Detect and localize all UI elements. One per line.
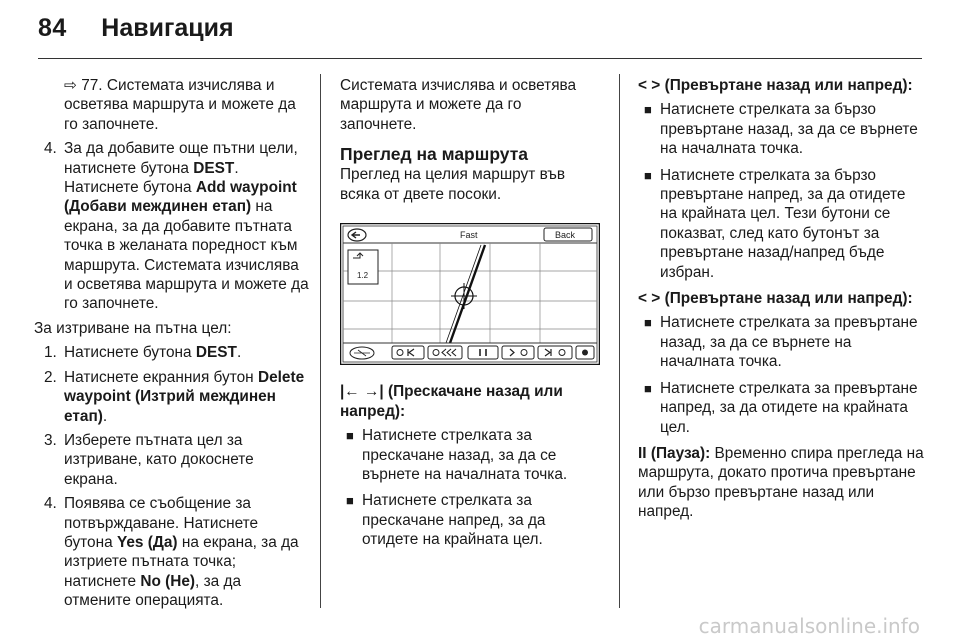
page-number: 84 [38, 14, 67, 42]
pause-icon: II [638, 444, 647, 462]
fast-scroll-heading: < > (Превъртане назад или напред): [638, 77, 913, 94]
list-item: ■ Натиснете стрелката за бързо превъртане напред, за да отидете на крайната цел. Тези бутони се показват, след като бутонът за превъртане назад/напред бъде избран. [644, 166, 906, 281]
skip-heading: |← →| (Прескачане назад или напред): [340, 383, 563, 420]
forward-icon: > [651, 290, 661, 308]
add-waypoint-button-ref: Add waypoint (Добави междинен етап) [64, 179, 297, 216]
list-item: ■ Натиснете стрелката за превъртане назад, за да се върнете на началната точка. [644, 314, 918, 371]
skip-back-button[interactable] [392, 346, 424, 359]
list-item: ■ Натиснете стрелката за бързо превъртане назад, за да се върнете на началната точка. [644, 101, 918, 158]
column-left [34, 76, 310, 616]
yes-button-ref: Yes (Да) [116, 533, 178, 551]
scroll-heading: < > (Превъртане назад или напред): [638, 290, 913, 308]
dest-button-ref: DEST [193, 159, 235, 177]
fast-forward-icon: > [651, 77, 661, 94]
column-middle [340, 76, 602, 557]
header-rule [38, 58, 922, 59]
step-add-waypoint: 4. За да добавите още пътни цели, натиснете бутона DEST. Натиснете бутона Add waypoint (Добави междинен етап) на екрана, за да добавите пътната точка в желаната поредност към маршрута. Системата изчислява и осветява маршрута и можете да го започнете. [44, 140, 309, 313]
section-heading: Преглед на маршрута [340, 144, 529, 165]
delete-step-3: 3. Изберете пътната цел за изтриване, като докоснете екрана. [44, 431, 254, 488]
column-divider-2 [619, 74, 620, 608]
delete-step-2: 2. Натиснете екранния бутон Delete waypoint (Изтрий междинен етап). [44, 368, 305, 425]
page-header [38, 14, 234, 43]
page-ref-icon: ⇨ [64, 77, 77, 94]
page-title: Навигация [101, 14, 234, 42]
list-item: ■ Натиснете стрелката за прескачане назад, за да се върнете на началната точка. [346, 427, 568, 484]
bullet-icon: ■ [644, 102, 652, 118]
svg-text:Back: Back [555, 230, 576, 241]
fast-forward-button[interactable] [502, 346, 534, 359]
list-item: ■ Натиснете стрелката за превъртане напред, за да отидете на крайната цел. [644, 379, 918, 436]
skip-forward-icon: →| [363, 383, 384, 401]
delete-step-1: 1. Натиснете бутона DEST. [44, 344, 242, 362]
fast-rewind-icon: < [638, 77, 647, 94]
back-button[interactable] [544, 228, 592, 241]
destination-button[interactable] [576, 346, 594, 359]
pause-button[interactable] [468, 346, 498, 359]
rewind-icon: < [638, 290, 647, 308]
column-divider-1 [320, 74, 321, 608]
skip-back-icon: |← [340, 383, 360, 401]
no-button-ref: No (Не) [140, 572, 196, 590]
bullet-icon: ■ [644, 167, 652, 183]
bullet-icon: ■ [346, 428, 354, 444]
list-item: ■ Натиснете стрелката за прескачане напред, за да отидете на крайната цел. [346, 492, 546, 549]
lead-paragraph: ⇨ 77. Системата изчислява и осветява маршрута и можете да го започнете. [64, 77, 296, 133]
delete-waypoint-button-ref: Delete waypoint (Изтрий междинен етап) [64, 368, 305, 425]
skip-forward-button[interactable] [538, 346, 572, 359]
route-preview-screen [340, 223, 600, 365]
section-subheading: Преглед на целия маршрут във всяка от двете посоки. [340, 166, 566, 203]
bullet-icon: ■ [644, 315, 652, 331]
delete-step-4: 4. Появява се съобщение за потвърждаване. Натиснете бутона Yes (Да) на екрана, за да изтриете пътната точка; натиснете No (Не), за да отмените операцията. [44, 495, 299, 610]
bullet-icon: ■ [644, 380, 652, 396]
menu-button[interactable] [348, 229, 366, 241]
svg-text:1.2: 1.2 [357, 271, 369, 281]
watermark: carmanualsonline.info [698, 614, 920, 638]
bullet-icon: ■ [346, 493, 354, 509]
svg-text:Fast: Fast [460, 230, 478, 241]
column-right [638, 76, 924, 527]
dest-button-ref: DEST [195, 344, 237, 362]
next-turn-indicator [348, 250, 378, 284]
map-view-icon[interactable] [350, 347, 374, 359]
delete-intro: За изтриване на пътна цел: [34, 319, 232, 337]
fast-button[interactable] [460, 230, 478, 240]
intro-paragraph: Системата изчислява и осветява маршрута и можете да го започнете. [340, 77, 577, 133]
fast-rewind-button[interactable] [428, 346, 462, 359]
pause-paragraph: II (Пауза): Временно спира прегледа на маршрута, докато протича превъртане или бързо превъртане назад или напред. [638, 444, 924, 521]
